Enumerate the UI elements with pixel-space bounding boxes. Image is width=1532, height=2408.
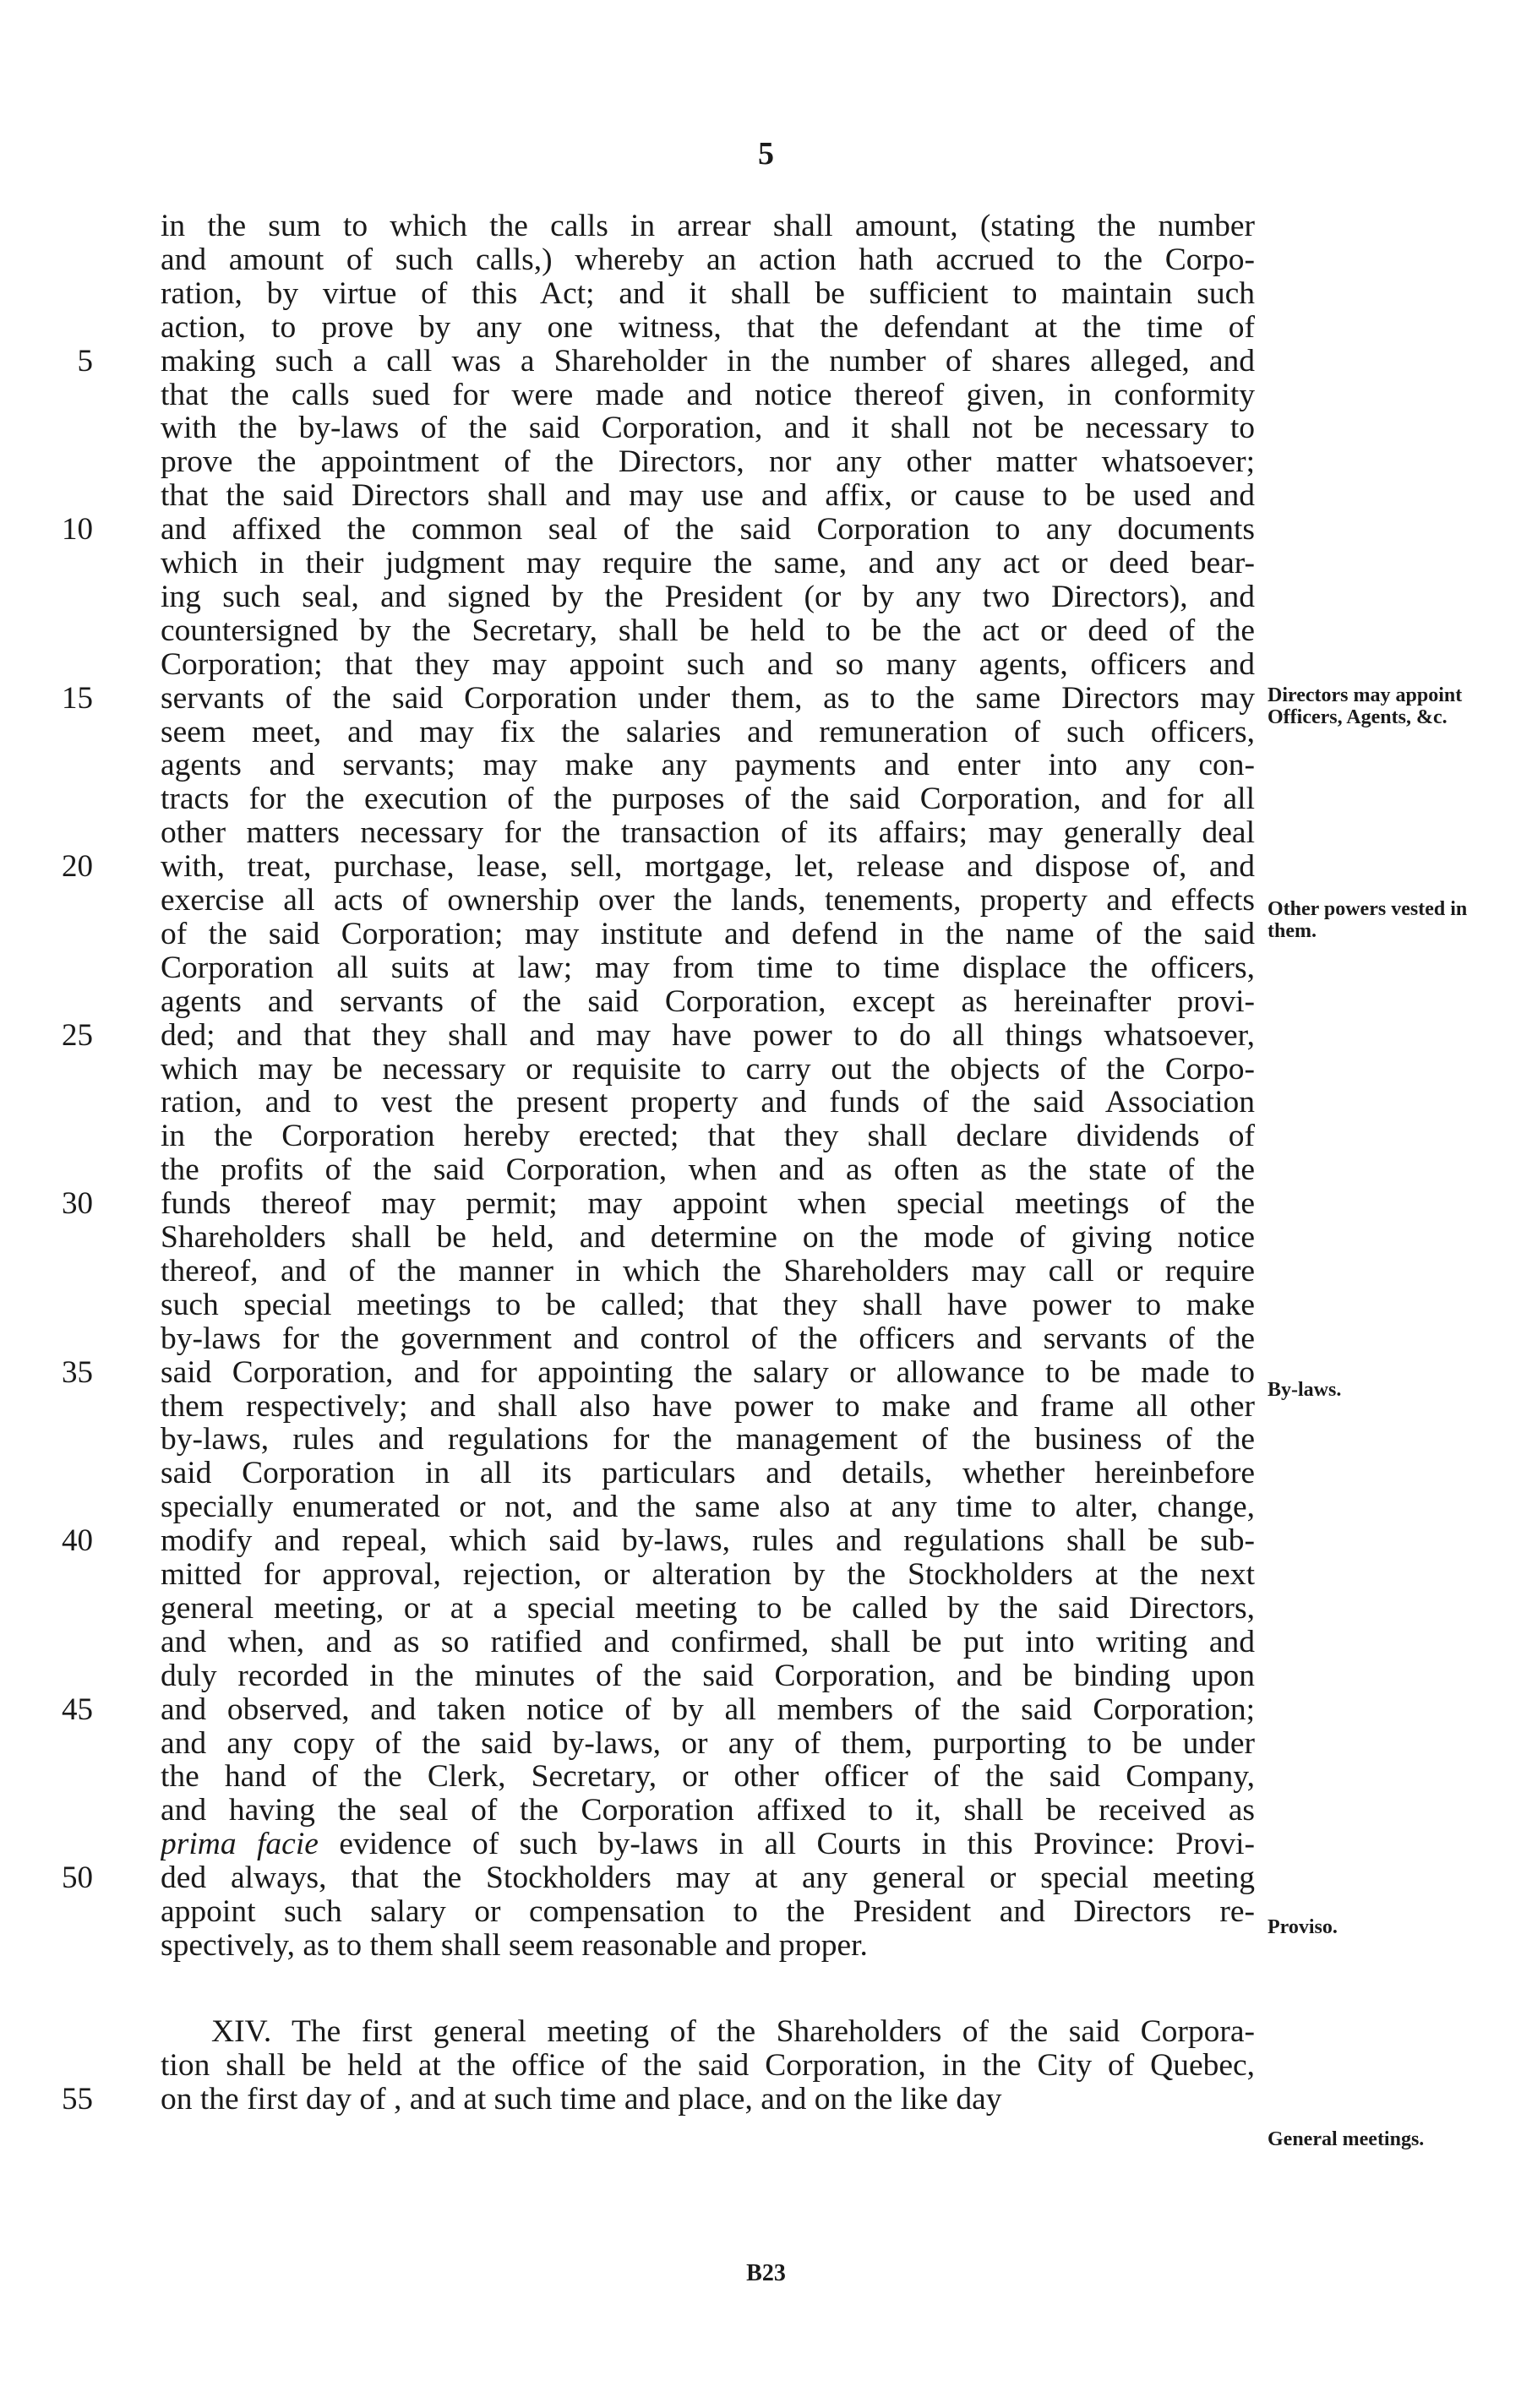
text-line [0,1187,1532,1221]
text-line [0,1727,1532,1761]
line-text: general meeting, or at a special meeting to be called by the said Directors, [161,1591,1255,1626]
line-text: and having the seal of the Corporation affixed to it, shall be received as [161,1794,1255,1828]
text-line [0,1120,1532,1153]
line-text: such special meetings to be called; that they shall have power to make [161,1288,1255,1322]
text-line [0,816,1532,850]
text-line [0,445,1532,479]
line-number: 35 [62,1354,93,1390]
line-number: 40 [62,1523,93,1559]
line-text: ration, and to vest the present property and funds of the said Association [161,1086,1255,1120]
line-text: and observed, and taken notice of by all members of the said Corporation; [161,1692,1255,1727]
line-text: by-laws, rules and regulations for the management of the business of the [161,1423,1255,1457]
text-line [0,985,1532,1019]
line-text: Corporation; that they may appoint such and so many agents, officers and [161,647,1255,682]
line-text: them respectively; and shall also have power to make and frame all other [161,1389,1255,1424]
line-text: with the by-laws of the said Corporation, and it shall not be necessary to [161,411,1255,446]
line-text: agents and servants; may make any payments and enter into any con- [161,749,1255,783]
text-line [0,1592,1532,1626]
line-text: in the Corporation hereby erected; that they shall declare dividends of [161,1120,1255,1154]
text-line [0,782,1532,816]
line-text: ded; and that they shall and may have power to do all things whatsoever, [161,1018,1255,1053]
text-line [0,850,1532,884]
sidenote-proviso: Proviso. [1268,1916,1338,1938]
text-line [0,1794,1532,1828]
line-number: 15 [62,680,93,716]
text-line [0,479,1532,513]
text-line [0,379,1532,412]
text-line [0,1423,1532,1457]
line-text: and affixed the common seal of the said Corporation to any documents [161,513,1255,548]
line-text: the profits of the said Corporation, when and as often as the state of the [161,1153,1255,1188]
line-text: that the said Directors shall and may use and affix, or cause to be used and [161,479,1255,514]
text-line [0,311,1532,345]
line-text: servants of the said Corporation under them, as to the same Directors may [161,681,1255,716]
line-text: in the sum to which the calls in arrear shall amount, (stating the number [161,210,1255,243]
text-line [0,1828,1532,1861]
line-text: and when, and as so ratified and confirmed, shall be put into writing and [161,1625,1255,1659]
line-number: 10 [62,512,93,548]
line-text: and any copy of the said by-laws, or any of them, purporting to be under [161,1726,1255,1761]
sidenote-by-laws: By-laws. [1268,1379,1342,1401]
latin-term: prima facie [161,1828,319,1862]
line-text: spectively, as to them shall seem reasonable and proper. [161,1928,868,1963]
line-text: ing such seal, and signed by the President (or by any two Directors), and [161,580,1255,614]
line-text: said Corporation in all its particulars and details, whether hereinbefore [161,1457,1255,1491]
line-text: Corporation all suits at law; may from time to time displace the officers, [161,951,1255,985]
text-line [0,513,1532,547]
line-text: duly recorded in the minutes of the said Corporation, and be binding upon [161,1659,1255,1693]
line-number: 5 [77,343,93,379]
line-text: tracts for the execution of the purposes of the said Corporation, and for all [161,782,1255,817]
text-line [0,2015,1532,2049]
text-line [0,1524,1532,1558]
text-line [0,749,1532,782]
line-text: making such a call was a Shareholder in the number of shares alleged, and [161,344,1255,379]
text-line [0,2049,1532,2083]
text-line [0,614,1532,648]
line-text: which may be necessary or requisite to carry out the objects of the Corpo- [161,1052,1255,1087]
text-line [0,2083,1532,2117]
text-line [0,648,1532,682]
line-text: XIV. The first general meeting of the Shareholders of the said Corpora- [211,2014,1255,2049]
line-text: agents and servants of the said Corporation, except as hereinafter provi- [161,984,1255,1019]
line-text: modify and repeal, which said by-laws, rules and regulations shall be sub- [161,1524,1255,1559]
sidenote-general-meetings: General meetings. [1268,2128,1425,2150]
line-text: countersigned by the Secretary, shall be held to be the act or deed of the [161,613,1255,648]
line-number: 45 [62,1692,93,1727]
line-text: exercise all acts of ownership over the lands, tenements, property and effects [161,884,1255,918]
line-text: other matters necessary for the transaction of its affairs; may generally deal [161,816,1255,851]
line-text: prima facie evidence of such by-laws in all Courts in this Province: Provi- [161,1828,1255,1862]
text-line [0,1457,1532,1490]
text-line [0,1626,1532,1659]
text-line [0,1153,1532,1187]
text-line [0,243,1532,277]
line-number: 20 [62,849,93,885]
text-line [0,1086,1532,1120]
line-text: funds thereof may permit; may appoint when special meetings of the [161,1187,1255,1222]
line-text: thereof, and of the manner in which the Shareholders may call or require [161,1254,1255,1288]
text-line [0,1490,1532,1524]
line-text: ded always, that the Stockholders may at any general or special meeting [161,1861,1255,1896]
line-number: 25 [62,1017,93,1053]
line-number: 50 [62,1860,93,1896]
line-text: appoint such salary or compensation to the President and Directors re- [161,1895,1255,1929]
text-line [0,1019,1532,1053]
line-text: on the first day of , and at such time and place, and on the like day [161,2082,1002,2117]
line-text: prove the appointment of the Directors, nor any other matter whatsoever; [161,445,1255,480]
line-text: action, to prove by any one witness, that the defendant at the time of [161,310,1255,345]
text-line [0,210,1532,243]
line-text: ration, by virtue of this Act; and it shall be sufficient to maintain such [161,276,1255,311]
page-number: 5 [758,136,774,172]
line-text: mitted for approval, rejection, or alteration by the Stockholders at the next [161,1558,1255,1592]
text-line [0,1221,1532,1255]
text-line [0,1288,1532,1322]
text-line [0,277,1532,311]
text-line [0,1322,1532,1356]
text-line [0,1981,1532,2015]
line-text: with, treat, purchase, lease, sell, mortgage, let, release and dispose of, and [161,850,1255,885]
line-text: of the said Corporation; may institute and defend in the name of the said [161,917,1255,951]
line-text: and amount of such calls,) whereby an action hath accrued to the Corpo- [161,242,1255,277]
line-text: that the calls sued for were made and notice thereof given, in conformity [161,378,1255,412]
text-line [0,1659,1532,1693]
text-line [0,345,1532,379]
line-text: seem meet, and may fix the salaries and remuneration of such officers, [161,715,1255,749]
text-line [0,1558,1532,1592]
text-line [0,1861,1532,1895]
line-text: tion shall be held at the office of the said Corporation, in the City of Quebec, [161,2048,1255,2083]
text-line [0,1053,1532,1087]
sidenote-other-powers: Other powers vested in them. [1268,898,1468,942]
sidenote-directors-appoint: Directors may appoint Officers, Agents, &c. [1268,684,1463,728]
text-line [0,1760,1532,1794]
text-line [0,411,1532,445]
text-line [0,547,1532,580]
line-text: the hand of the Clerk, Secretary, or other officer of the said Company, [161,1760,1255,1795]
text-line [0,580,1532,614]
line-text: which in their judgment may require the same, and any act or deed bear- [161,547,1255,580]
line-text: by-laws for the government and control of the officers and servants of the [161,1321,1255,1356]
line-text: said Corporation, and for appointing the salary or allowance to be made to [161,1355,1255,1390]
text-line [0,1693,1532,1727]
line-number: 30 [62,1186,93,1222]
text-line [0,951,1532,985]
line-number: 55 [62,2081,93,2117]
signature-mark: B23 [746,2260,786,2286]
line-text: specially enumerated or not, and the same also at any time to alter, change, [161,1490,1255,1525]
line-text: Shareholders shall be held, and determine on the mode of giving notice [161,1221,1255,1255]
text-line [0,1255,1532,1288]
